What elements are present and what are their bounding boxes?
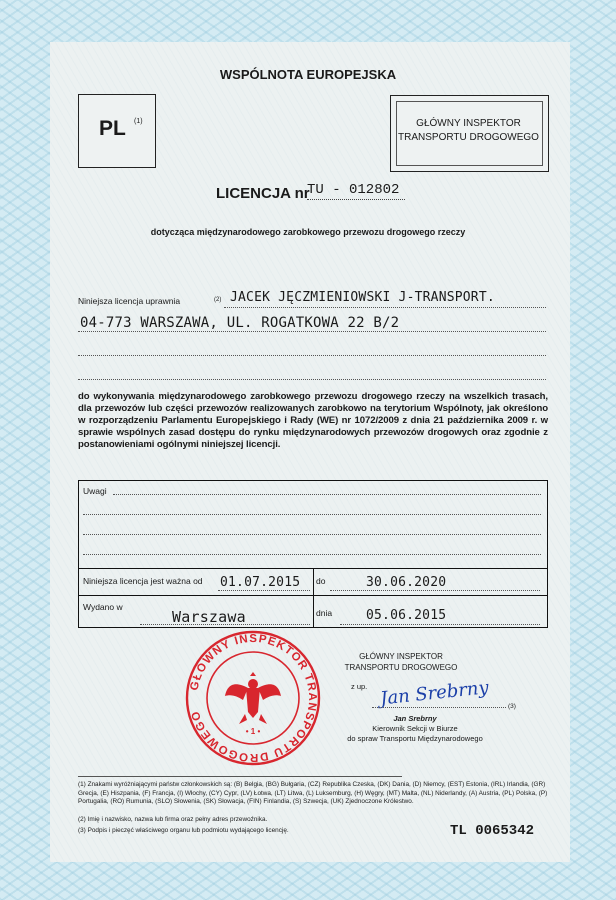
signatory-title-2: do spraw Transportu Międzynarodowego [347, 734, 483, 743]
valid-from-label: Niniejsza licencja jest ważna od [83, 576, 203, 586]
holder-label: Niniejsza licencja uprawnia [78, 296, 181, 306]
footnote-2: (2) Imię i nazwisko, nazwa lub firma oraz pełny adres przewoźnika. [78, 816, 268, 823]
holder-address: 04-773 WARSZAWA, UL. ROGATKOWA 22 B/2 [80, 315, 400, 331]
seal-center-text: • 1 • [245, 727, 261, 736]
issued-in-label: Wydano w [83, 602, 123, 612]
signature-footnote-ref: (3) [508, 703, 516, 710]
signatory-up: z up. [351, 682, 368, 691]
issuer-name [396, 117, 541, 145]
valid-to-value: 30.06.2020 [366, 575, 447, 590]
signatory-line-1: GŁÓWNY INSPEKTOR [359, 652, 443, 661]
license-title: LICENCJA nr [216, 185, 310, 202]
official-seal-stamp [183, 628, 323, 768]
holder-footnote-ref: (2) [214, 297, 222, 303]
license-number: TU - 012802 [307, 182, 400, 198]
issued-in-value: Warszawa [172, 608, 246, 626]
holder-line-1 [224, 307, 546, 308]
valid-from-value: 01.07.2015 [220, 575, 301, 590]
holder-line-4 [78, 379, 546, 380]
signatory-details [330, 714, 500, 744]
signatory-line-2: TRANSPORTU DROGOWEGO [344, 662, 458, 672]
eagle-emblem-icon [225, 672, 281, 724]
holder-name: JACEK JĘCZMIENIOWSKI J-TRANSPORT. [230, 290, 495, 305]
document-header: WSPÓLNOTA EUROPEJSKA [219, 67, 397, 82]
license-subtitle: dotycząca międzynarodowego zarobkowego przewozu drogowego rzeczy [150, 227, 466, 237]
remarks-line-4 [83, 554, 541, 555]
seal-text: GŁÓWNY INSPEKTOR TRANSPORTU DROGOWEGO [188, 632, 319, 764]
signature-line [372, 707, 506, 708]
signatory-title-1: Kierownik Sekcji w Biurze [372, 724, 458, 733]
issuer-line-1: GŁÓWNY INSPEKTOR [416, 118, 521, 129]
remarks-line-3 [83, 534, 541, 535]
remarks-label: Uwagi [83, 486, 107, 496]
country-code: PL [99, 117, 126, 140]
holder-line-2 [78, 331, 546, 332]
license-number-underline [307, 199, 405, 200]
signatory-office [336, 652, 466, 673]
serial-number: TL 0065342 [450, 823, 535, 839]
license-body-text: do wykonywania międzynarodowego zarobkowego przewozu drogowego rzeczy na wszelkich trasach, dla przewozów lub części przewozów realizowanych zarobkowo na terytorium Wspólnoty, jak określono w rozporządzeniu Parlamentu Europejskiego i Rady (WE) nr 1072/2009 z dnia 21 października 2009 r. w sprawie wspólnych zasad dostępu do rynku międzynarodowych przewozów drogowych oraz zgodnie z postanowieniami ogólnymi niniejszej licencji. [78, 391, 548, 450]
remarks-line-1 [113, 494, 541, 495]
issue-date-line [340, 624, 540, 625]
holder-line-3 [78, 355, 546, 356]
valid-from-line [218, 590, 310, 591]
issue-date-value: 05.06.2015 [366, 608, 447, 623]
footnote-separator [78, 776, 402, 777]
handwritten-signature: Jan Srebrny [379, 677, 490, 710]
footnote-3: (3) Podpis i pieczęć właściwego organu lub podmiotu wydającego licencję. [78, 827, 289, 834]
issue-date-label: dnia [316, 608, 333, 618]
issuer-line-2: TRANSPORTU DROGOWEGO [398, 132, 539, 143]
footnote-1: (1) Znakami wyróżniającymi państw członkowskich są: (B) Belgia, (BG) Bułgaria, (CZ) Republika Czeska, (DK) Dania, (D) Niemcy, (EST) Estonia, (IRL) Irlandia, (GR) Grecja, (E) Hiszpania, (F) Francja, (I) Włochy, (CY) Cypr, (LV) Łotwa, (LT) Litwa, (L) Luksemburg, (H) Węgry, (MT) Malta, (NL) Niderlandy, (A) Austria, (PL) Polska, (P) Portugalia, (RO) Rumunia, (SLO) Słowenia, (SK) Słowacja, (FIN) Finlandia, (S) Szwecja, (UK) Zjednoczone Królestwo. [78, 781, 548, 806]
country-footnote-ref: (1) [134, 118, 143, 125]
valid-to-line [330, 590, 540, 591]
valid-to-label: do [316, 576, 326, 586]
issued-in-line [140, 624, 310, 625]
signatory-name: Jan Srebrny [393, 714, 437, 723]
remarks-line-2 [83, 514, 541, 515]
